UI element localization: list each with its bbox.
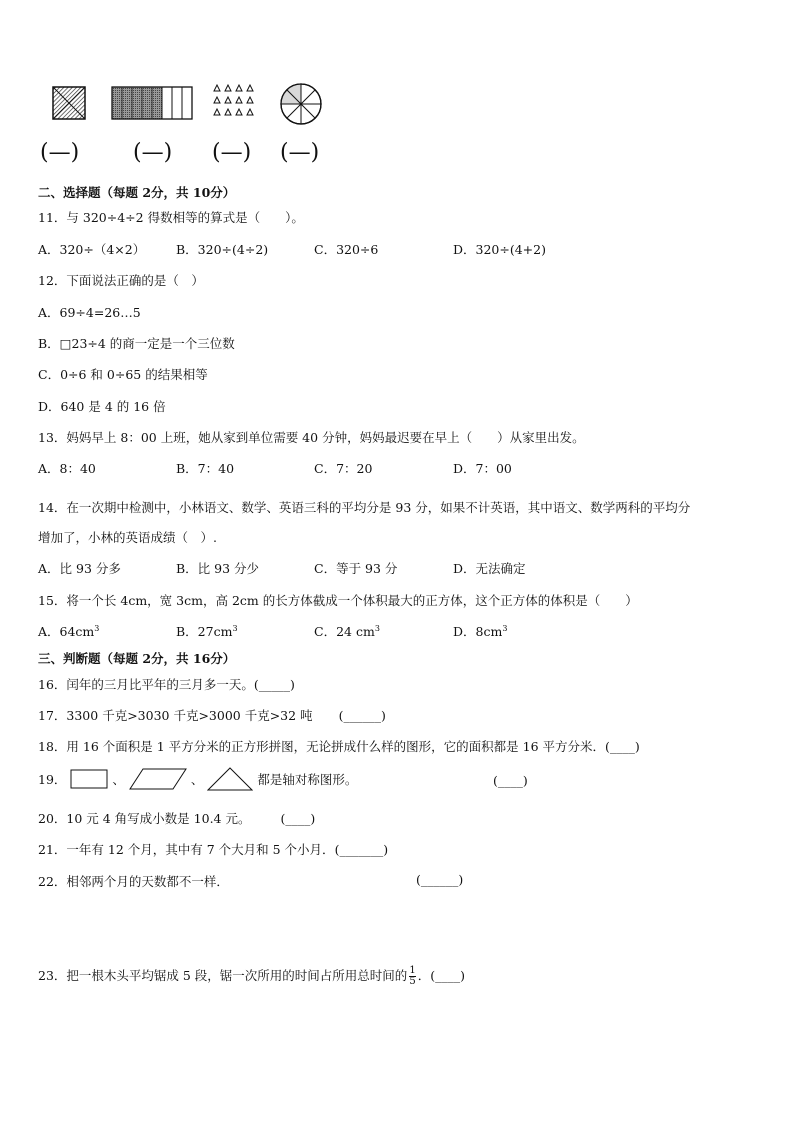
option-a[interactable]: A．8：40 [38,461,96,476]
figure-triangles [213,84,255,123]
question-19 [38,767,357,794]
fraction [409,966,415,987]
rectangle-shape-icon [70,769,108,792]
question-text: 23．把一根木头平均锯成 5 段，锯一次所用的时间占所用总时间的 [38,968,408,983]
separator: 、 [190,772,204,787]
option-d[interactable]: D．640 是 4 的 16 倍 [38,399,166,414]
question-17 [38,706,386,724]
option-b[interactable]: B．7：40 [176,461,235,476]
answer-blank[interactable]: (____) [430,968,465,983]
option-a[interactable] [38,622,99,640]
question-15: 15．将一个长 4cm，宽 3cm，高 2cm 的长方体截成一个体积最大的正方体，这个正方体的体积是（ ） [38,593,638,608]
figure-circle-sectors [280,83,322,128]
unit-exponent: 3 [94,623,100,633]
option-c[interactable]: C．等于 93 分 [314,561,398,576]
option-c[interactable]: C．0÷6 和 0÷65 的结果相等 [38,367,208,382]
figure-answer-blank[interactable]: (—) [212,140,252,165]
question-21 [38,840,388,858]
option-a[interactable]: A．比 93 分多 [38,561,121,576]
question-22 [38,872,229,890]
question-text: 22．相邻两个月的天数都不一样． [38,874,229,889]
fraction-denominator: 5 [409,976,416,987]
option-b[interactable]: B．□23÷4 的商一定是一个三位数 [38,336,235,351]
question-14: 14．在一次期中检测中，小林语文、数学、英语三科的平均分是 93 分，如果不计英语，其中语文、数学两科的平均分 [38,500,691,515]
question-13: 13．妈妈早上 8：00 上班，她从家到单位需要 40 分钟，妈妈最迟要在早上（ ）从家里出发。 [38,430,585,445]
question-20 [38,809,315,827]
figure-shaded-bars [111,86,193,123]
parallelogram-shape-icon [129,768,187,793]
section-heading: 三、判断题（每题 2分，共 16分） [38,651,236,666]
option-d[interactable]: D．7：00 [453,461,512,476]
separator: 、 [112,772,125,787]
option-label: A．64cm [38,624,95,639]
option-a[interactable]: A．320÷（4×2） [38,242,146,257]
option-b[interactable] [176,622,238,640]
answer-blank[interactable]: (______) [338,708,386,723]
figure-answer-blank[interactable]: (—) [133,140,173,165]
option-d[interactable] [453,622,507,640]
question-11: 11．与 320÷4÷2 得数相等的算式是（ ）。 [38,210,304,225]
option-d[interactable]: D．320÷(4+2) [453,242,546,257]
answer-blank[interactable]: (____) [493,773,528,788]
question-18 [38,737,640,755]
figure-shaded-square [52,86,86,123]
figure-answer-blank[interactable]: (—) [40,140,80,165]
section-heading: 二、选择题（每题 2分，共 10分） [38,185,236,200]
question-number: 19． [38,772,67,787]
fraction-numerator: 1 [409,965,416,976]
question-text: 16．闰年的三月比平年的三月多一天。 [38,677,254,692]
option-label: C．24 cm [314,624,375,639]
option-label: D．8cm [453,624,503,639]
option-a[interactable]: A．69÷4=26…5 [38,305,141,320]
unit-exponent: 3 [502,623,508,633]
figure-answer-blank[interactable]: (—) [280,140,320,165]
question-12: 12．下面说法正确的是（ ） [38,273,204,288]
option-c[interactable]: C．7：20 [314,461,373,476]
option-c[interactable] [314,622,380,640]
answer-blank[interactable]: (____) [280,811,316,826]
triangle-shape-icon [207,767,253,794]
question-23 [38,966,465,987]
answer-blank[interactable]: (____) [605,739,640,754]
question-text: 17．3300 千克>3030 千克>3000 千克>32 吨 [38,708,313,723]
option-label: B．27cm [176,624,233,639]
answer-blank[interactable]: (______) [416,872,464,887]
question-16 [38,675,295,693]
question-text: 20．10 元 4 角写成小数是 10.4 元。 [38,811,251,826]
question-text: 21．一年有 12 个月，其中有 7 个大月和 5 个小月． [38,842,335,857]
option-b[interactable]: B．比 93 分少 [176,561,260,576]
answer-blank[interactable]: (_____) [253,677,295,692]
option-b[interactable]: B．320÷(4÷2) [176,242,269,257]
unit-exponent: 3 [374,623,380,633]
question-text: 都是轴对称图形。 [257,772,358,787]
question-14-continued: 增加了，小林的英语成绩（ ）. [38,530,217,545]
period: ． [417,968,431,983]
question-text: 18．用 16 个面积是 1 平方分米的正方形拼图，无论拼成什么样的图形，它的面积都是 16 平方分米． [38,739,606,754]
option-c[interactable]: C．320÷6 [314,242,379,257]
option-d[interactable]: D．无法确定 [453,561,526,576]
answer-blank[interactable]: (_______) [334,842,389,857]
unit-exponent: 3 [232,623,238,633]
